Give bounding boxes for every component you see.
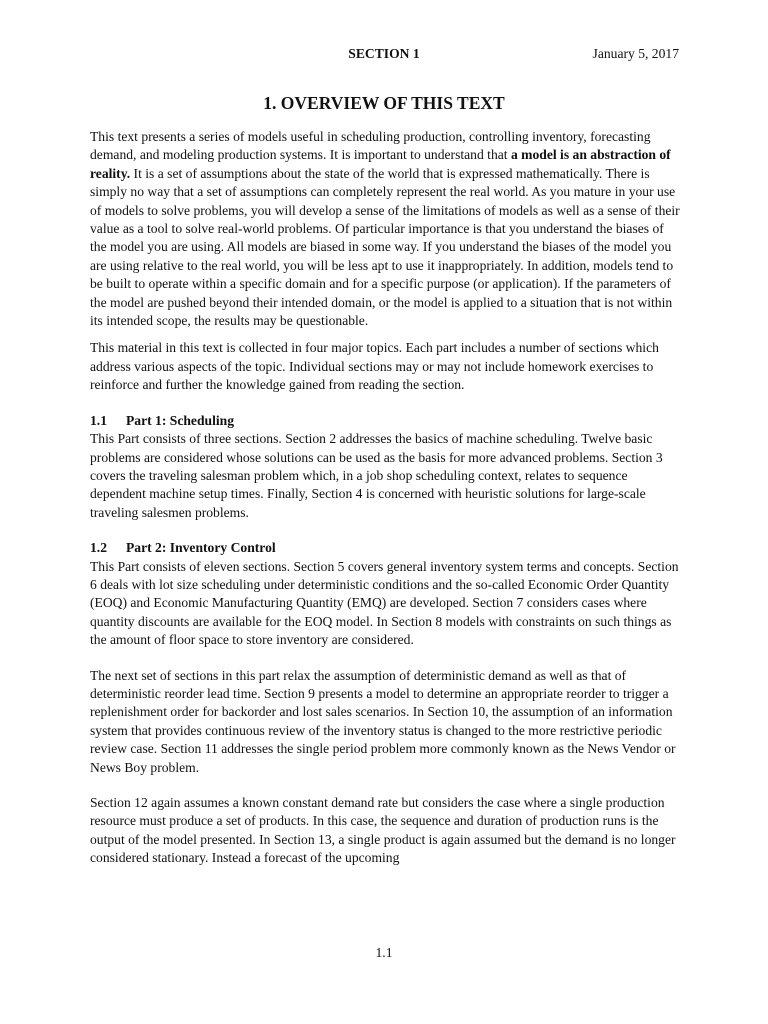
intro-bold-phrase: a model is an abstraction of reality. <box>90 147 671 181</box>
part2-title: Part 2: Inventory Control <box>126 540 276 556</box>
part1-paragraph: This Part consists of three sections. Section 2 addresses the basics of machine scheduling. Twelve basic problems are considered whose solutions can be used as the basis for more advanced problems. Section 3 covers the traveling salesman problem which, in a job shop scheduling context, relates to sequence dependent machine setup times. Finally, Section 4 is concerned with heuristic solutions for large-scale traveling salesmen problems. <box>90 431 663 520</box>
part1-title: Part 1: Scheduling <box>126 412 234 428</box>
page-number: 1.1 <box>375 945 393 960</box>
part2-paragraph-2: The next set of sections in this part relax the assumption of deterministic demand as well as that of deterministic reorder lead time. Section 9 presents a model to determine an appropriate reorder to trigger a replenishment order for backorder and lost sales scenarios. In Section 10, the assumption of an information system that provides continuous review of the inventory status is changed to the more restrictive periodic review case. Section 11 addresses the single period problem more commonly known as the News Vendor or News Boy problem. <box>90 667 676 775</box>
document-body <box>90 128 680 868</box>
intro-paragraph-1 <box>90 128 680 330</box>
running-header-date: January 5, 2017 <box>592 46 679 61</box>
part2-paragraph-3: Section 12 again assumes a known constant demand rate but considers the case where a single production resource must produce a set of products. In this case, the sequence and duration of production runs is the output of the model presented. In Section 13, a single product is again assumed but the demand is no longer considered stationary. Instead a forecast of the upcoming <box>90 795 676 866</box>
part1-number: 1.1 <box>90 412 107 428</box>
running-header-section: SECTION 1 <box>348 46 420 61</box>
part2-paragraph-1: This Part consists of eleven sections. Section 5 covers general inventory system terms and concepts. Section 6 deals with lot size scheduling under deterministic conditions and the so-called Economic Order Quantity (EOQ) and Economic Manufacturing Quantity (EMQ) are developed. Section 7 considers cases where quantity discounts are available for the EOQ model. In Section 8 models with constraints on such things as the amount of floor space to store inventory are considered. <box>90 558 679 648</box>
part2-number: 1.2 <box>90 540 107 556</box>
page-title: 1. OVERVIEW OF THIS TEXT <box>263 93 505 113</box>
intro-text-end: It is a set of assumptions about the state of the world that is expressed mathematically. There is simply no way that a set of assumptions can completely represent the real world. As you mature in your use of models to solve problems, you will develop a sense of the limitations of models as well as a sense of their value as a tool to solve real-world problems. Of particular importance is that you understand the biases of the model you are using. All models are biased in some way. If you understand the biases of the model you are using relative to the real world, you will be less apt to use it inappropriately. In addition, models tend to be built to operate within a specific domain and for a specific purpose (or application). If the parameters of the model are pushed beyond their intended domain, or the model is applied to a situation that is not within its intended scope, the results may be questionable. <box>90 165 680 329</box>
intro-text-start: This text presents a series of models useful in scheduling production, controlling inventory, forecasting demand, and modeling production systems. It is important to understand that <box>90 129 651 163</box>
part2-heading <box>90 539 680 557</box>
part1-heading <box>90 412 680 430</box>
intro-paragraph-2: This material in this text is collected in four major topics. Each part includes a number of sections which address various aspects of the topic. Individual sections may or may not include homework exercises to reinforce and further the knowledge gained from reading the section. <box>90 340 659 393</box>
